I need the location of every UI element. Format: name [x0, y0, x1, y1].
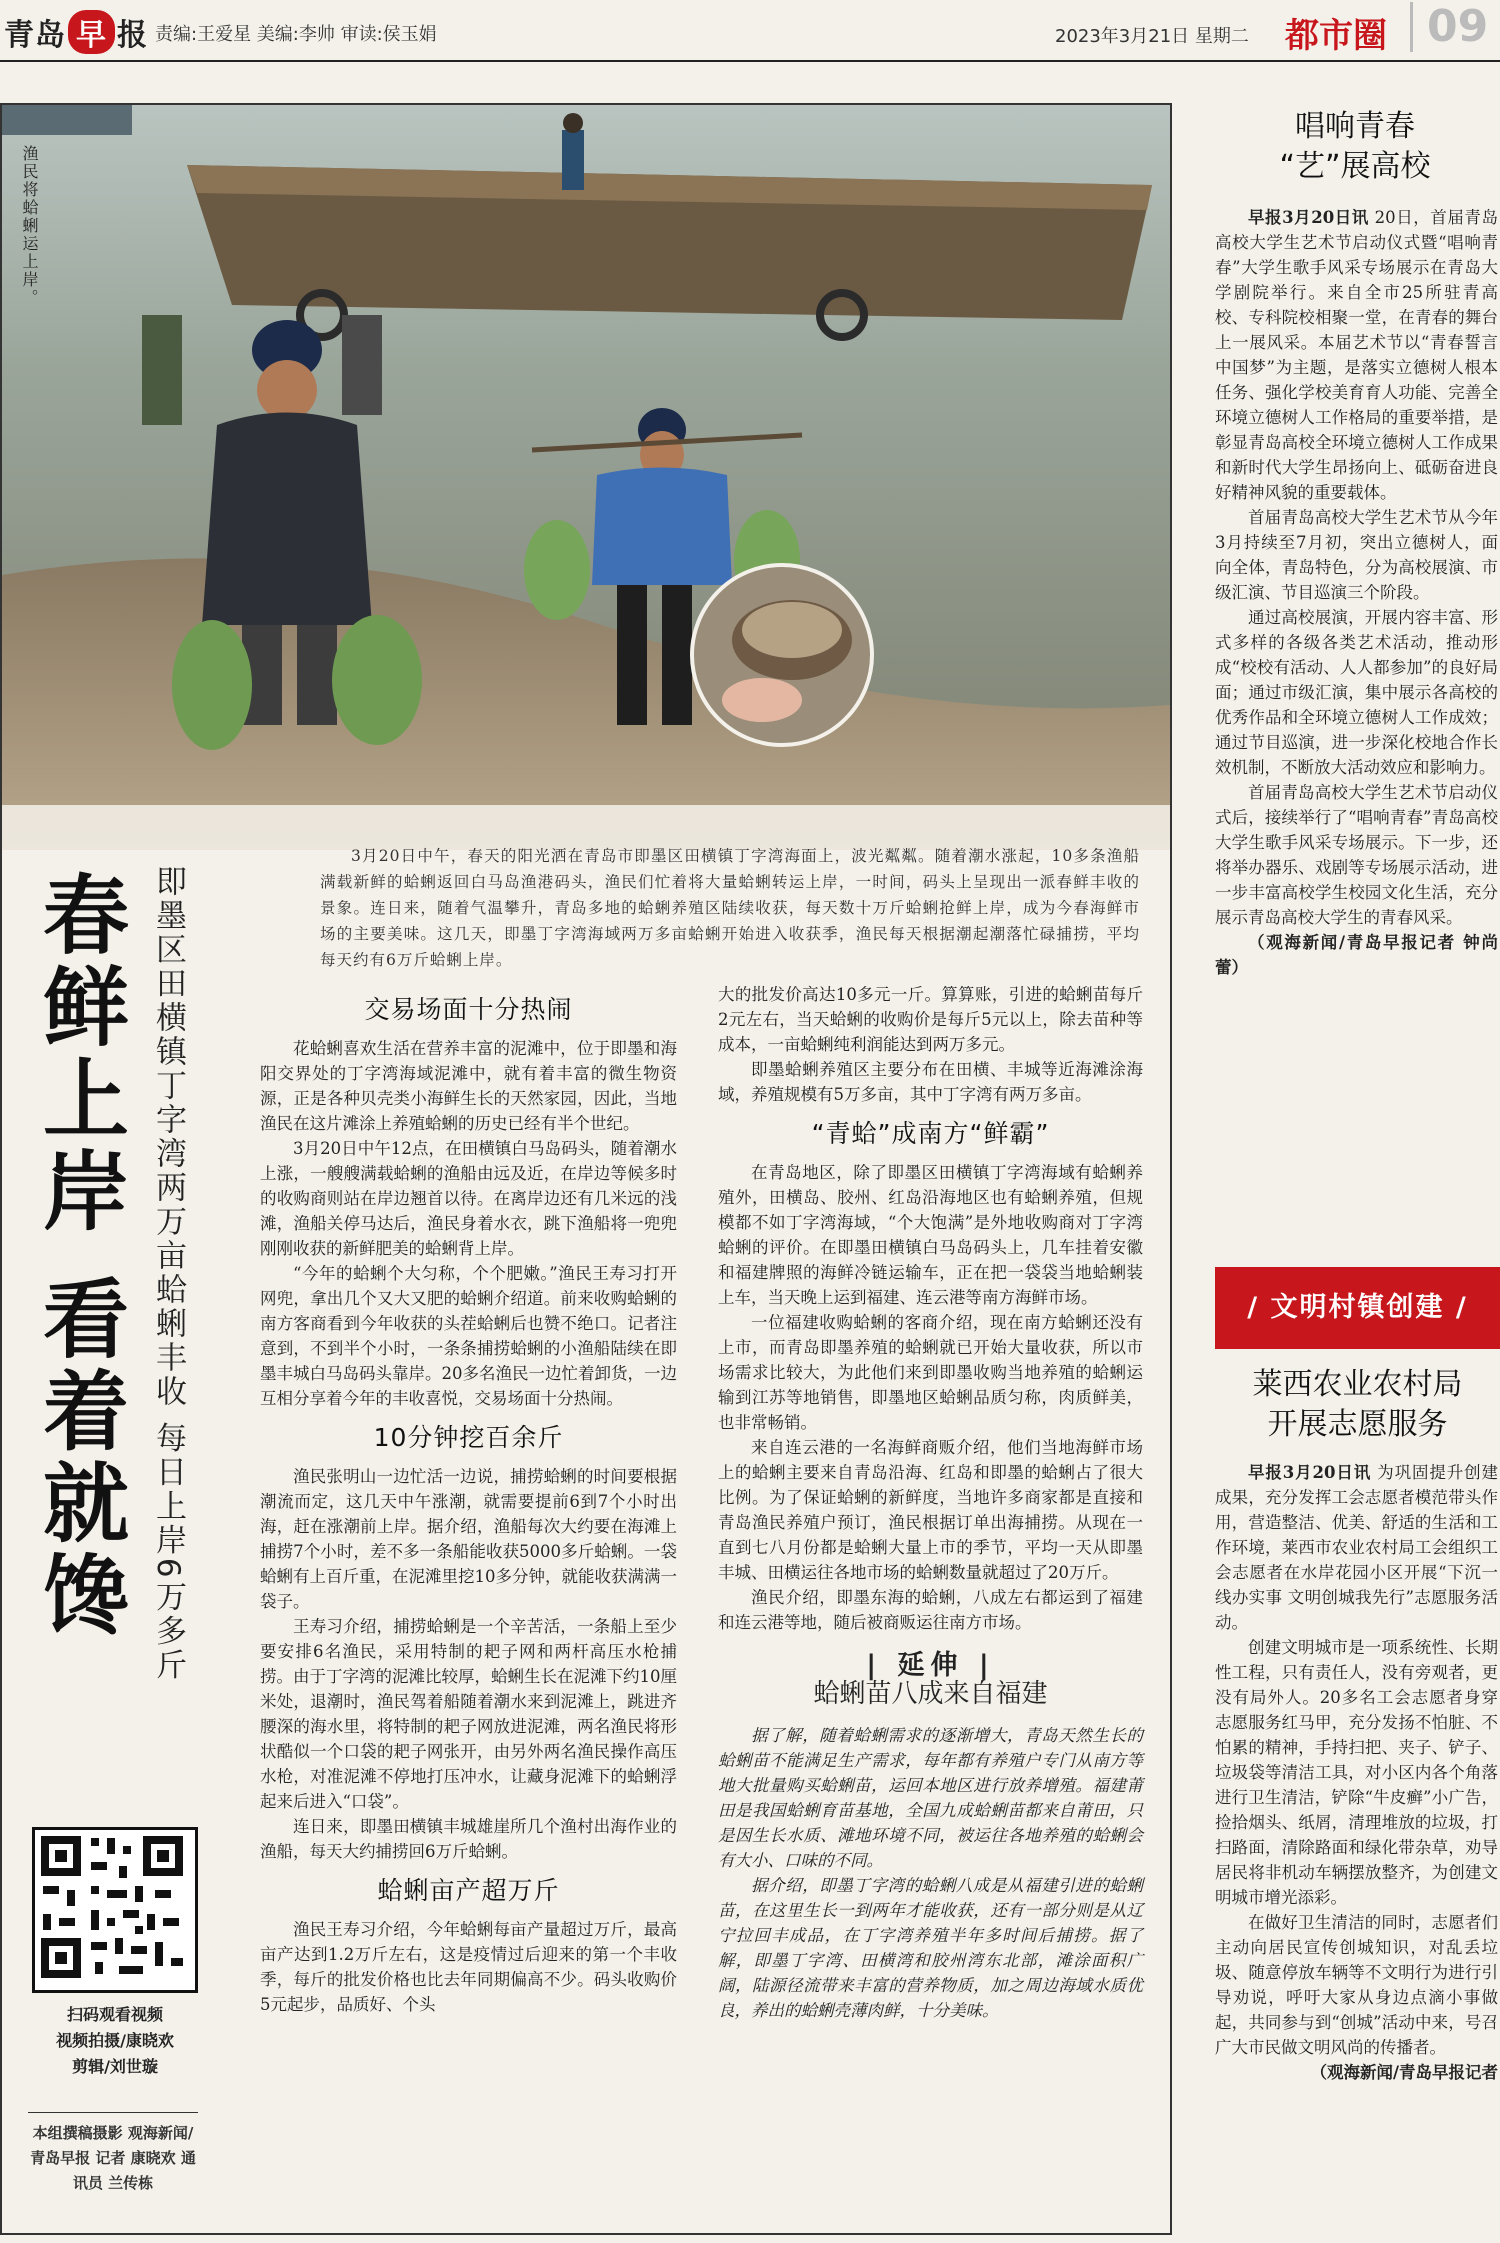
staff-note: 本组撰稿摄影 观海新闻/青岛早报 记者 康晓欢 通讯员 兰传栋	[28, 2112, 198, 2196]
issue-date: 2023年3月21日 星期二	[1055, 26, 1249, 47]
paragraph: 花蛤蜊喜欢生活在营养丰富的泥滩中，位于即墨和海阳交界处的丁字湾海域泥滩中，就有着丰富的微生物资源，正是各种贝壳类小海鲜生长的天然家园，因此，当地渔民在这片滩涂上养殖蛤蜊的历史已经有半个世纪。	[260, 1039, 677, 1133]
qr-caption-line: 剪辑/刘世璇	[72, 2057, 158, 2076]
paragraph: 创建文明城市是一项系统性、长期性工程，只有责任人，没有旁观者，更没有局外人。20多名工会志愿者身穿志愿服务红马甲，充分发扬不怕脏、不怕累的精神，手持扫把、夹子、铲子、垃圾袋等清洁工具，对小区内各个角落进行卫生清洁，铲除“牛皮癣”小广告，捡拾烟头、纸屑，清理堆放的垃圾，打扫路面，清除路面和绿化带杂草，劝导居民将非机动车辆摆放整齐，为创建文明城市增光添彩。	[1215, 1638, 1498, 1907]
paragraph: 20日，首届青岛高校大学生艺术节启动仪式暨“唱响青春”大学生歌手风采专场展示在青岛大学剧院举行。来自全市25所驻青高校、专科院校相聚一堂，在青春的舞台上一展风采。本届艺术节以“青春誓言中国梦”为主题，是落实立德树人根本任务、强化学校美育育人功能、完善全环境立德树人工作格局的重要举措，是彰显青岛高校全环境立德树人工作成果和新时代大学生昂扬向上、砥砺奋进良好精神风貌的重要载体。	[1215, 208, 1498, 502]
logo-text-left: 青岛	[4, 18, 66, 53]
paragraph: 据了解，随着蛤蜊需求的逐渐增大，青岛天然生长的蛤蜊苗不能满足生产需求，每年都有养殖户专门从南方等地大批量购买蛤蜊苗，运回本地区进行放养增殖。福建莆田是我国蛤蜊育苗基地，全国九成蛤蜊苗都来自莆田，只是因生长水质、滩地环境不同，被运往各地养殖的蛤蜊会有大小、口味的不同。	[718, 1726, 1143, 1870]
subhead-trading: 交易场面十分热闹	[364, 995, 573, 1024]
page-number: 09	[1410, 2, 1488, 52]
paragraph: 在青岛地区，除了即墨区田横镇丁字湾海域有蛤蜊养殖外，田横岛、胶州、红岛沿海地区也有蛤蜊养殖，但规模都不如丁字湾海域，“个大饱满”是外地收购商对丁字湾蛤蜊的评价。在即墨田横镇白马岛码头上，几车挂着安徽和福建牌照的海鲜冷链运输车，正在把一袋袋当地蛤蜊装上车，当天晚上运到福建、连云港等南方海鲜市场。	[718, 1163, 1143, 1307]
paragraph: 首届青岛高校大学生艺术节启动仪式后，接续举行了“唱响青春”青岛高校大学生歌手风采专场展示。下一步，还将举办器乐、戏剧等专场展示活动，进一步丰富高校学生校园文化生活，充分展示青岛高校大学生的青春风采。	[1215, 783, 1498, 927]
article-column-2	[718, 982, 1143, 2023]
main-photo	[2, 105, 1170, 850]
byline: （观海新闻/青岛早报记者 钟尚蕾）	[1215, 933, 1498, 977]
editor-credits: 责编:王爱星 美编:李帅 审读:侯玉娟	[155, 24, 437, 45]
section-banner	[1215, 1267, 1500, 1349]
subhead-digging: 10分钟挖百余斤	[373, 1423, 564, 1452]
main-headline: 春鲜上岸 看着就馋	[28, 870, 128, 1642]
side-article-title-1: 唱响青春 “艺”展高校	[1279, 109, 1431, 184]
paragraph: 渔民介绍，即墨东海的蛤蜊，八成左右都运到了福建和连云港等地，随后被商贩运往南方市场。	[718, 1588, 1143, 1632]
paragraph: 通过高校展演，开展内容丰富、形式多样的各级各类艺术活动，推动形成“校校有活动、人人都参加”的良好局面；通过市级汇演，集中展示各高校的优秀作品和全环境立德树人工作成效；通过节目巡演，进一步深化校地合作长效机制，不断放大活动效应和影响力。	[1215, 608, 1498, 777]
dateline: 早报3月20日讯	[1248, 1463, 1372, 1482]
extension-label: | 延伸 |	[866, 1650, 995, 1681]
dateline: 早报3月20日讯	[1248, 208, 1369, 227]
subhead-south-market: “青蛤”成南方“鲜霸”	[811, 1119, 1050, 1148]
photo-vertical-caption: 渔民将蛤蜊运上岸。	[20, 145, 39, 307]
paragraph: 大的批发价高达10多元一斤。算算账，引进的蛤蜊苗每斤2元左右，当天蛤蜊的收购价是每斤5元以上，除去苗种等成本，一亩蛤蜊纯利润能达到两万多元。	[718, 985, 1143, 1054]
subhead-yield: 蛤蜊亩产超万斤	[377, 1876, 560, 1905]
sub-headline: 即墨区田横镇丁字湾两万亩蛤蜊丰收 每日上岸6万多斤	[150, 865, 186, 1683]
paragraph: 渔民张明山一边忙活一边说，捕捞蛤蜊的时间要根据潮流而定，这几天中午涨潮，就需要提前6到7个小时出海，赶在涨潮前上岸。据介绍，渔船每次大约要在海滩上捕捞7个小时，差不多一条船能收获5000多斤蛤蜊。一袋蛤蜊有上百斤重，在泥滩里挖10多分钟，就能收获满满一袋子。	[260, 1467, 677, 1611]
extension-title: 蛤蜊苗八成来自福建	[813, 1679, 1048, 1709]
paragraph: 来自连云港的一名海鲜商贩介绍，他们当地海鲜市场上的蛤蜊主要来自青岛沿海、红岛和即墨的蛤蜊占了很大比例。为了保证蛤蜊的新鲜度，当地许多商家都是直接和青岛渔民养殖户预订，渔民根据订单出海捕捞。从现在一直到七八月份都是蛤蜊大量上市的季节，平均一天从即墨丰城、田横运往各地市场的蛤蜊数量就超过了20万斤。	[718, 1438, 1143, 1582]
section-banner-text: / 文明村镇创建 /	[1247, 1292, 1468, 1323]
paragraph: 一位福建收购蛤蜊的客商介绍，现在南方蛤蜊还没有上市，而青岛即墨养殖的蛤蜊就已开始大量收获，所以市场需求比较大，为此他们来到即墨收购当地养殖的蛤蜊运输到江苏等地销售，即墨地区蛤蜊品质匀称，肉质鲜美，也非常畅销。	[718, 1313, 1143, 1432]
side-article-1	[1215, 205, 1498, 980]
article-column-1	[260, 997, 677, 2017]
paragraph: 为巩固提升创建成果，充分发挥工会志愿者模范带头作用，营造整洁、优美、舒适的生活和工作环境，莱西市农业农村局工会组织工会志愿者在水岸花园小区开展“下沉一线办实事 文明创城我先行”志愿服务活动。	[1215, 1463, 1498, 1632]
section-name: 都市圈	[1285, 16, 1387, 56]
qr-caption-line: 视频拍摄/康晓欢	[56, 2031, 174, 2050]
qr-code-icon	[35, 1830, 189, 1984]
paragraph: 3月20日中午12点，在田横镇白马岛码头，随着潮水上涨，一艘艘满载蛤蜊的渔船由远及近，在岸边等候多时的收购商则站在岸边翘首以待。在离岸边还有几米远的浅滩，渔船关停马达后，渔民身着水衣，跳下渔船将一兜兜刚刚收获的新鲜肥美的蛤蜊背上岸。	[260, 1139, 677, 1258]
qr-code[interactable]	[32, 1827, 198, 1993]
newspaper-logo	[4, 10, 148, 53]
logo-circle: 早	[68, 10, 115, 54]
paragraph: 首届青岛高校大学生艺术节从今年3月持续至7月初，突出立德树人，面向全体，青岛特色，分为高校展演、市级汇演、节目巡演三个阶段。	[1215, 508, 1498, 602]
qr-caption-line: 扫码观看视频	[66, 2005, 163, 2024]
side-article-title-2: 莱西农业农村局 开展志愿服务	[1252, 1367, 1463, 1442]
paragraph: 即墨蛤蜊养殖区主要分布在田横、丰城等近海滩涂海域，养殖规模有5万多亩，其中丁字湾有两万多亩。	[718, 1060, 1143, 1104]
paragraph: 连日来，即墨田横镇丰城雄崖所几个渔村出海作业的渔船，每天大约捕捞回6万斤蛤蜊。	[260, 1817, 677, 1861]
fishermen-carrying-clams-photo	[2, 105, 1170, 850]
paragraph: 据介绍，即墨丁字湾的蛤蜊八成是从福建引进的蛤蜊苗，在这里生长一到两年才能收获，还有一部分则是从辽宁拉回丰成品，在丁字湾养殖半年多时间后捕捞。据了解，即墨丁字湾、田横湾和胶州湾东北部，滩涂面积广阔，陆源径流带来丰富的营养物质，加之周边海域水质优良，养出的蛤蜊壳薄肉鲜，十分美味。	[718, 1876, 1143, 2020]
paragraph: “今年的蛤蜊个大匀称，个个肥嫩。”渔民王寿习打开网兜，拿出几个又大又肥的蛤蜊介绍道。前来收购蛤蜊的南方客商看到今年收获的头茬蛤蜊后也赞不绝口。记者注意到，不到半个小时，一条条捕捞蛤蜊的小渔船陆续在即墨丰城白马岛码头靠岸。20多名渔民一边忙着卸货，一边互相分享着今年的丰收喜悦，交易场面十分热闹。	[260, 1264, 677, 1408]
photo-caption: 3月20日中午，春天的阳光洒在青岛市即墨区田横镇丁字湾海面上，波光粼粼。随着潮水涨起，10多条渔船满载新鲜的蛤蜊返回白马岛渔港码头，渔民们忙着将大量蛤蜊转运上岸，一时间，码头上呈现出一派春鲜丰收的景象。连日来，随着气温攀升，青岛多地的蛤蜊养殖区陆续收获，每天数十万斤蛤蜊抢鲜上岸，成为今春海鲜市场的主要美味。这几天，即墨丁字湾海域两万多亩蛤蜊开始进入收获季，渔民每天根据潮起潮落忙碌捕捞，平均每天约有6万斤蛤蜊上岸。	[320, 847, 1140, 969]
qr-caption	[30, 2002, 200, 2080]
paragraph: 渔民王寿习介绍，今年蛤蜊每亩产量超过万斤，最高亩产达到1.2万斤左右，这是疫情过后迎来的第一个丰收季，每斤的批发价格也比去年同期偏高不少。码头收购价5元起步，品质好、个头	[260, 1920, 677, 2014]
side-article-2	[1215, 1460, 1498, 2085]
paragraph: 王寿习介绍，捕捞蛤蜊是一个辛苦活，一条船上至少要安排6名渔民，采用特制的耙子网和两杆高压水枪捕捞。由于丁字湾的泥滩比较厚，蛤蜊生长在泥滩下约10厘米处，退潮时，渔民驾着船随着潮水来到泥滩上，跳进齐腰深的海水里，将特制的耙子网放进泥滩，两名渔民将形状酷似一个口袋的耙子网张开，由另外两名渔民操作高压水枪，对准泥滩不停地打压冲水，让藏身泥滩下的蛤蜊浮起来后进入“口袋”。	[260, 1617, 677, 1811]
logo-text-right: 报	[117, 18, 148, 53]
paragraph: 在做好卫生清洁的同时，志愿者们主动向居民宣传创城知识，对乱丢垃圾、随意停放车辆等不文明行为进行引导劝说，呼吁大家从身边点滴小事做起，共同参与到“创城”活动中来，号召广大市民做文明风尚的传播者。	[1215, 1913, 1498, 2057]
byline: （观海新闻/青岛早报记者	[1310, 2063, 1498, 2082]
